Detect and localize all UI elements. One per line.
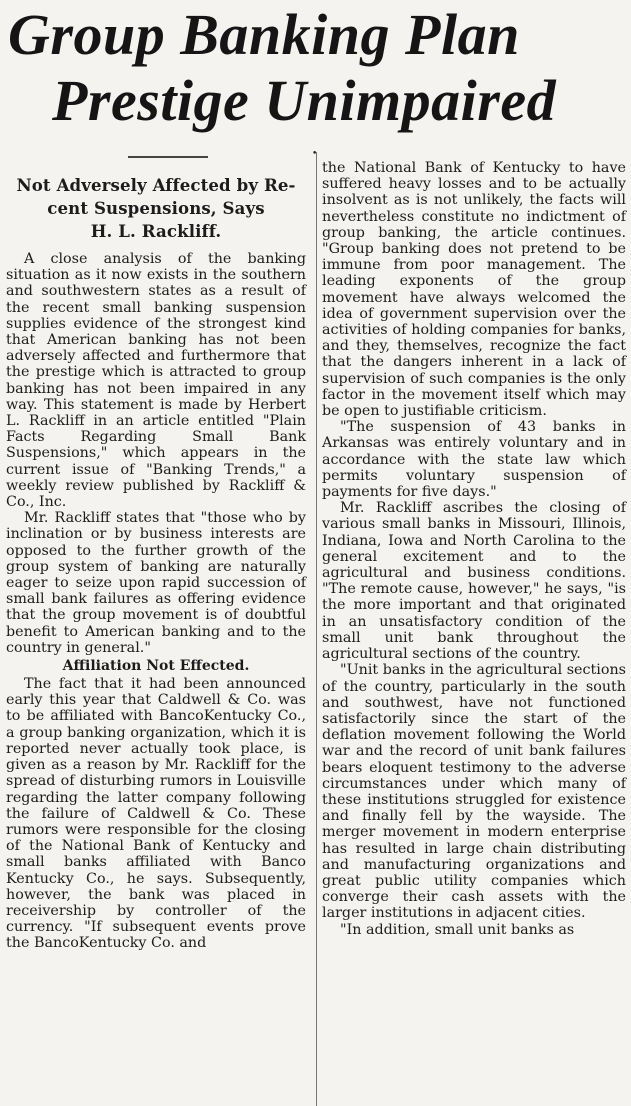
- article-paragraph: "The suspension of 43 banks in Arkansas was entirely voluntary and in accordance with the state law which permits voluntary suspension of payments for five days.": [322, 419, 626, 501]
- column-divider: [316, 152, 317, 1106]
- section-heading: Affiliation Not Effected.: [62, 658, 250, 675]
- headline-line-2: Prestige Unimpaired: [52, 68, 557, 133]
- subheadline-line-1: Not Adversely Affected by Re-: [16, 175, 296, 195]
- article-paragraph: the National Bank of Kentucky to have suffered heavy losses and to be actually insolvent as is not unlikely, the facts will nevertheless constitute no indictment of group banking, the article continues. "Group banking does not pretend to be immune from poor management. The leading exponents of the group movement have always welcomed the idea of government supervision over the activities of holding companies for banks, and they, themselves, recognize the fact that the dangers inherent in a lack of supervision of such companies is the only factor in the movement itself which may be open to justifiable criticism.: [322, 160, 626, 420]
- article-paragraph: Mr. Rackliff ascribes the closing of various small banks in Missouri, Illinois, Indiana, Iowa and North Carolina to the general excitement and to the agricultural and business conditions. "The remote cause, however," he says, "is the more important and that originated in an unsatisfactory condition of the small unit bank throughout the agricultural sections of the country.: [322, 500, 626, 663]
- subheadline: [6, 174, 306, 243]
- right-column: [322, 160, 626, 938]
- article-paragraph: "Unit banks in the agricultural sections of the country, particularly in the south and southwest, have not functioned satisfactorily since the start of the deflation movement following the World war and the record of unit bank failures bears eloquent testimony to the adverse circumstances under which many of these institutions struggled for existence and finally fell by the wayside. The merger movement in modern enterprise has resulted in large chain distributing and manufacturing organizations and great public utility companies which converge their cash assets with the larger institutions in adjacent cities.: [322, 662, 626, 922]
- subheadline-line-3: H. L. Rackliff.: [90, 221, 222, 241]
- left-column: [6, 162, 306, 952]
- article-paragraph: "In addition, small unit banks as: [340, 921, 575, 938]
- column-divider-ornament: •: [312, 149, 318, 159]
- headline-line-1: Group Banking Plan: [8, 2, 520, 67]
- article-paragraph: Mr. Rackliff states that "those who by inclination or by business interests are opposed to the further growth of the group system of banking are naturally eager to seize upon rapid succession of small bank failures as offering evidence that the group movement is of doubtful benefit to American banking and to the country in general.": [6, 510, 306, 656]
- article-paragraph: The fact that it had been announced early this year that Caldwell & Co. was to be affiliated with BancoKentucky Co., a group banking organization, which it is reported never actually took place, is given as a reason by Mr. Rackliff for the spread of disturbing rumors in Louisville regarding the latter company following the failure of Caldwell & Co. These rumors were responsible for the closing of the National Bank of Kentucky and small banks affiliated with Banco Kentucky Co., he says. Subsequently, however, the bank was placed in receivership by controller of the currency. "If subsequent events prove the BancoKentucky Co. and: [6, 676, 306, 952]
- subheadline-line-2: cent Suspensions, Says: [47, 198, 265, 218]
- headline-rule: [128, 156, 208, 158]
- article-paragraph: A close analysis of the banking situation as it now exists in the southern and southwestern states as a result of the recent small banking suspension supplies evidence of the strongest kind that American banking has not been adversely affected and furthermore that the prestige which is attracted to group banking has not been impaired in any way. This statement is made by Herbert L. Rackliff in an article entitled "Plain Facts Regarding Small Bank Suspensions," which appears in the current issue of "Banking Trends," a weekly review published by Rackliff & Co., Inc.: [6, 251, 306, 511]
